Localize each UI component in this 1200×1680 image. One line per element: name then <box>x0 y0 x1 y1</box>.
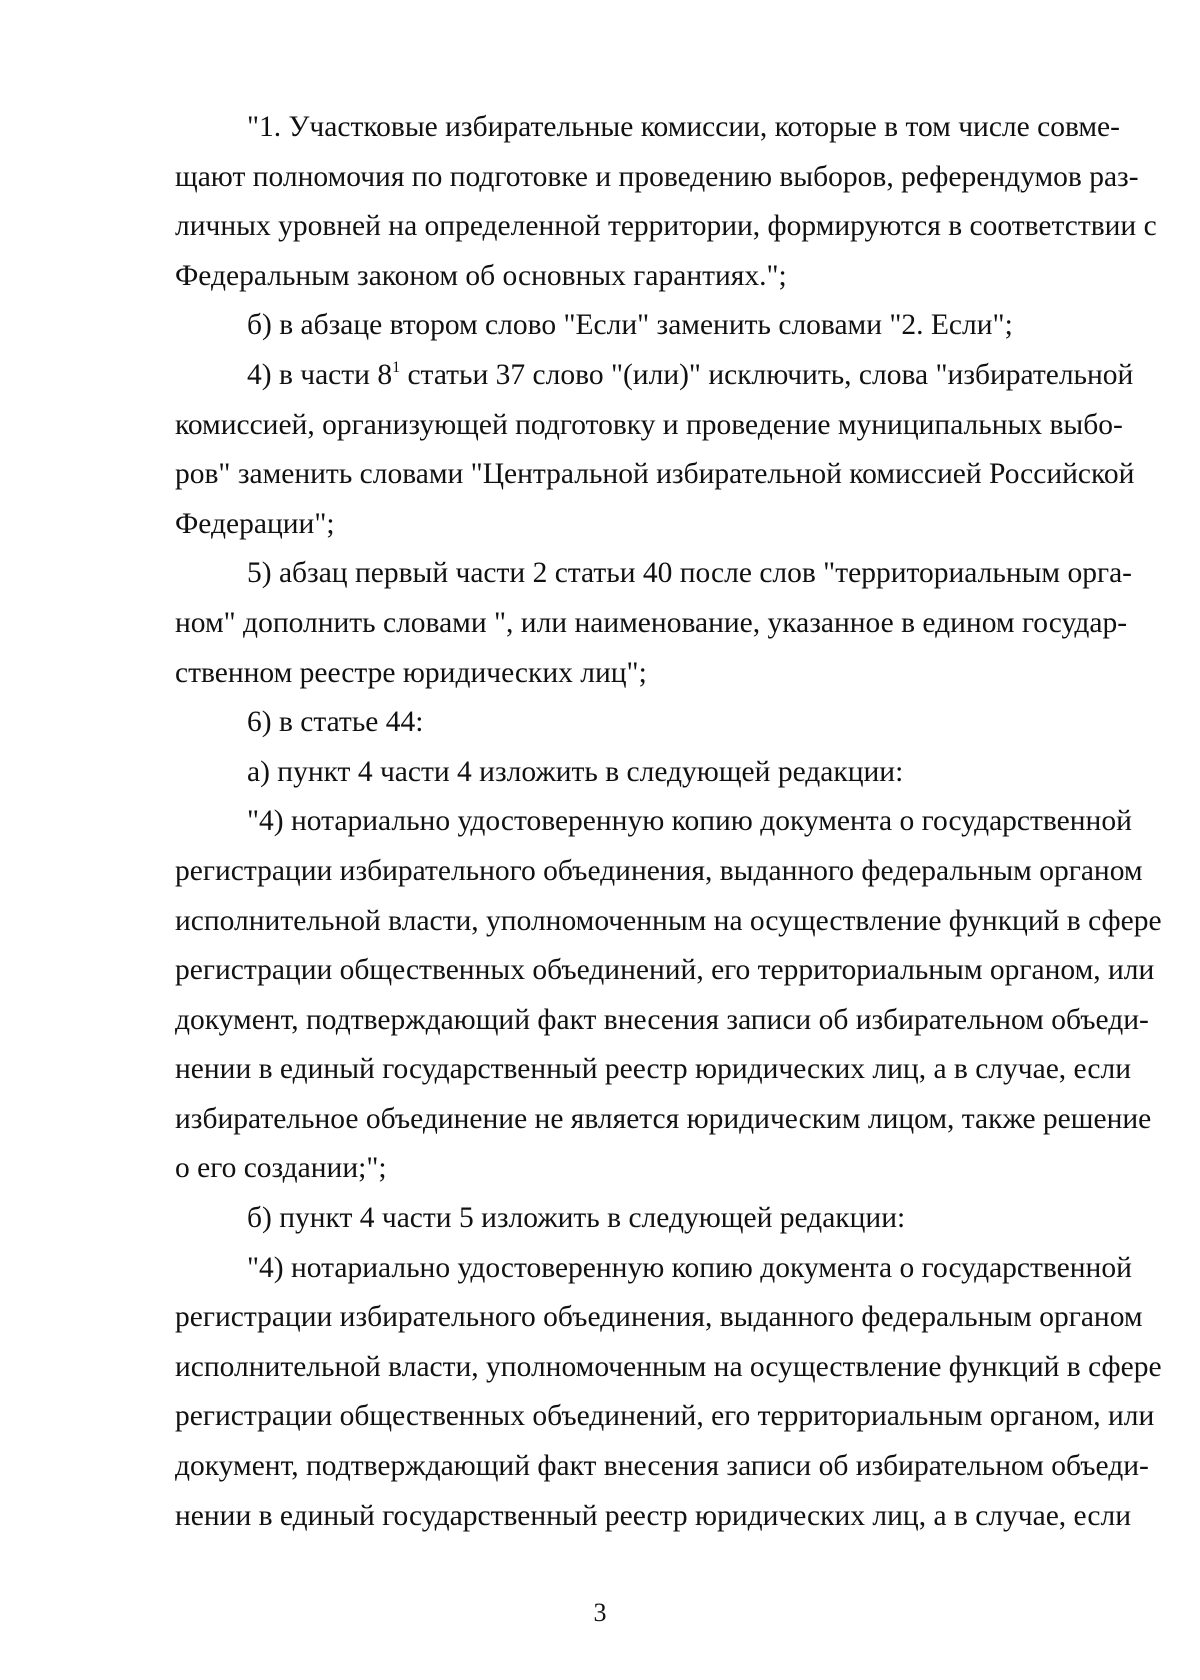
text-line: личных уровней на определенной территории, формируются в соответствии с <box>175 210 1157 243</box>
text-line: комиссией, организующей подготовку и проведение муниципальных выбо- <box>175 408 1123 441</box>
text-line: исполнительной власти, уполномоченным на осуществление функций в сфере <box>175 904 1162 937</box>
text-line: "4) нотариально удостоверенную копию документа о государственной <box>247 805 1132 838</box>
text-line: "1. Участковые избирательные комиссии, которые в том числе совме- <box>247 111 1120 143</box>
text-line: а) пункт 4 части 4 изложить в следующей редакции: <box>247 755 904 788</box>
text-line: документ, подтверждающий факт внесения записи об избирательном объеди- <box>175 1450 1149 1483</box>
paragraph-4 <box>175 549 1132 698</box>
text-line: документ, подтверждающий факт внесения записи об избирательном объеди- <box>175 1003 1149 1036</box>
paragraph-1 <box>175 103 1157 301</box>
paragraph-2 <box>175 301 1115 351</box>
text-line <box>175 351 1134 401</box>
document-body <box>175 103 1162 1541</box>
text-line: 5) абзац первый части 2 статьи 40 после слов "территориальным орга- <box>247 557 1132 590</box>
text-line: б) в абзаце втором слово "Если" заменить словами "2. Если"; <box>247 309 1013 342</box>
text-line: щают полномочия по подготовке и проведению выборов, референдумов раз- <box>175 160 1139 193</box>
text-line: ственном реестре юридических лиц"; <box>175 656 647 689</box>
paragraph-7 <box>175 797 1162 1194</box>
text-line: исполнительной власти, уполномоченным на осуществление функций в сфере <box>175 1350 1162 1383</box>
text-line: о его создании;"; <box>175 1152 387 1185</box>
paragraph-8 <box>175 1194 1115 1244</box>
text-line: регистрации избирательного объединения, выданного федеральным органом <box>175 854 1143 887</box>
text-line: нении в единый государственный реестр юридических лиц, а в случае, если <box>175 1499 1131 1532</box>
text-fragment: статьи 37 слово "(или)" исключить, слова "избирательной <box>400 358 1134 391</box>
text-line: ном" дополнить словами ", или наименование, указанное в едином государ- <box>175 606 1128 639</box>
text-line: избирательное объединение не является юридическим лицом, также решение <box>175 1102 1152 1135</box>
text-fragment: 4) в части 8 <box>247 358 393 391</box>
superscript: 1 <box>392 358 401 376</box>
paragraph-5 <box>175 698 1115 748</box>
paragraph-6 <box>175 748 1115 798</box>
text-line: нении в единый государственный реестр юридических лиц, а в случае, если <box>175 1053 1131 1086</box>
text-line: регистрации общественных объединений, его территориальным органом, или <box>175 954 1155 987</box>
text-line: Федеральным законом об основных гарантиях."; <box>175 259 787 292</box>
paragraph-3 <box>175 351 1135 549</box>
text-line: "4) нотариально удостоверенную копию документа о государственной <box>247 1251 1132 1284</box>
text-line: 6) в статье 44: <box>247 706 424 739</box>
text-line: регистрации общественных объединений, его территориальным органом, или <box>175 1400 1155 1433</box>
paragraph-9 <box>175 1244 1162 1542</box>
text-line: регистрации избирательного объединения, выданного федеральным органом <box>175 1301 1143 1334</box>
text-line: ров" заменить словами "Центральной избирательной комиссией Российской <box>175 458 1135 491</box>
text-line: Федерации"; <box>175 507 335 540</box>
page-number: 3 <box>593 1598 607 1627</box>
text-line: б) пункт 4 части 5 изложить в следующей редакции: <box>247 1202 906 1235</box>
